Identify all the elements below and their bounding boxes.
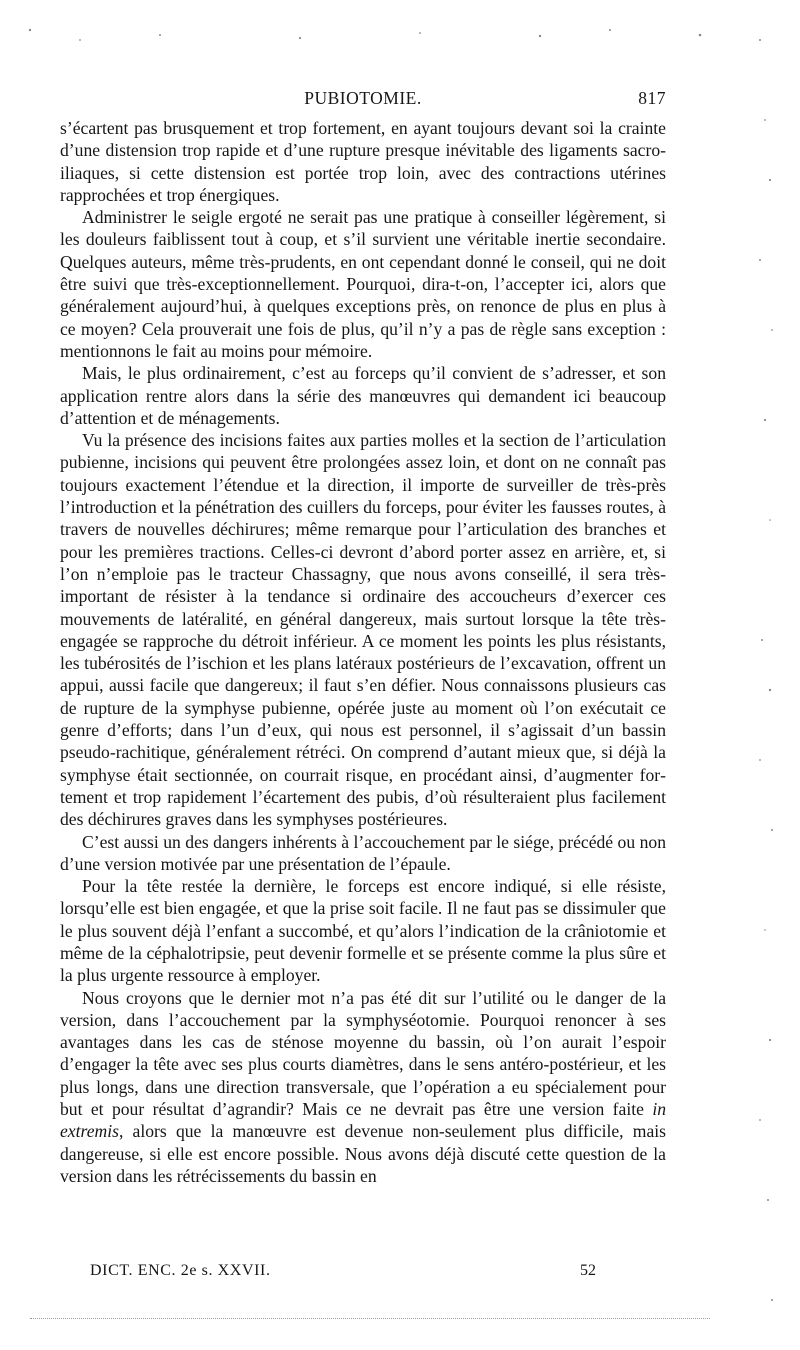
page-edge-dots	[30, 1318, 710, 1319]
paragraph: Vu la présence des incisions faites aux parties molles et la section de l’articulation pubienne, incisions qui peuvent être prolongées assez loin, et dont on ne connaît pas toujours exactement l’étendue et la direction, il importe de surveiller de très-près l’introduction et la pénétration des cuillers du forceps, pour éviter les fausses routes, à travers de nouvelles déchirures; même remarque pour l’articulation des branches et pour les premières tractions. Celles-ci devront d’abord porter assez en arrière, et, si l’on n’emploie pas le tracteur Chassagny, que nous avons conseillé, il sera très-important de résister à la tendance si ordinaire des accoucheurs d’exercer ces mouvements de latéralité, en général dangereux, mais surtout lorsque la tête très-engagée se rapproche du détroit inférieur. A ce moment les points les plus résistants, les tubérosités de l’ischion et les plans latéraux postérieurs de l’excavation, offrent un appui, aussi facile que dangereux; il faut s’en défier. Nous connaissons plusieurs cas de rupture de la symphyse pubienne, opérée juste au moment où l’on exécutait ce genre d’efforts; dans l’un d’eux, qui nous est personnel, il s’agissait d’un bassin pseudo-rachitique, généralement rétréci. On comprend d’autant mieux que, si déjà la symphyse était sectionnée, on courrait risque, en procédant ainsi, d’augmenter fortement et trop rapidement l’écartement des pubis, d’où résulteraient plus facilement des déchirures graves dans les symphyses postérieures.	[60, 430, 666, 830]
body-text	[60, 117, 666, 1187]
italic-phrase: in extremis	[60, 1099, 666, 1142]
paragraph: Administrer le seigle ergoté ne serait pas une pratique à conseiller légèrement, si les douleurs faiblissent tout à coup, et s’il survient une véritable inertie secondaire. Quelques auteurs, même très-prudents, en ont cependant donné le conseil, qui ne doit être suivi que très-exceptionnellement. Pourquoi, dira-t-on, l’accepter ici, alors que généralement aujourd’hui, à quelques exceptions près, on renonce de plus en plus à ce moyen? Cela prouverait une fois de plus, qu’il n’y a pas de règle sans exception : mentionnons le fait au moins pour mémoire.	[60, 207, 666, 361]
paragraph: C’est aussi un des dangers inhérents à l’accouchement par le siége, précédé ou non d’une version motivée par une présentation de l’épaule.	[60, 831, 666, 874]
paragraph: Mais, le plus ordinairement, c’est au forceps qu’il convient de s’adresser, et son application rentre alors dans la série des manœuvres qui demandent ici beaucoup d’attention et de ménagements.	[60, 363, 666, 428]
page-number: 817	[638, 88, 666, 108]
paragraph-text: , alors que la manœuvre est devenue non-seulement plus difficile, mais dangereuse, si elle est encore possible. Nous avons déjà discuté cette question de la version dans les rétrécissements du bassin en	[60, 1121, 666, 1186]
paragraph-text: Nous croyons que le dernier mot n’a pas été dit sur l’utilité ou le danger de la version, dans l’accouchement par la symphyséotomie. Pourquoi renoncer à ses avantages dans les cas de sténose moyenne du bassin, où l’on aurait l’espoir d’engager la tête avec ses plus courts diamètres, dans le sens antéro-postérieur, et les plus longs, dans une direction transversale, que l’opération a eu spécialement pour but et pour résultat d’agrandir? Mais ce ne devrait pas être une version faite	[60, 987, 666, 1120]
paragraph: Pour la tête restée la dernière, le forceps est encore indiqué, si elle résiste, lorsqu’elle est bien engagée, et que la prise soit facile. Il ne faut pas se dissimuler que le plus souvent déjà l’enfant a succombé, et qu’alors l’indication de la crâniotomie et même de la céphalotripsie, peut devenir formelle et se présente comme la plus sûre et la plus urgente ressource à employer.	[60, 876, 666, 986]
printer-signature: DICT. ENC. 2e s. XXVII.	[90, 1262, 271, 1279]
signature-footer	[60, 1262, 666, 1284]
paragraph	[60, 987, 666, 1188]
sheet-number: 52	[580, 1262, 596, 1279]
running-header	[60, 88, 666, 112]
running-title: PUBIOTOMIE.	[304, 88, 422, 108]
paragraph: s’écartent pas brusquement et trop fortement, en ayant toujours devant soi la crainte d’une distension trop rapide et d’une rupture presque inévitable des ligaments sacro-iliaques, si cette distension est portée trop loin, avec des contractions utérines rapprochées et trop énergiques.	[60, 118, 666, 205]
